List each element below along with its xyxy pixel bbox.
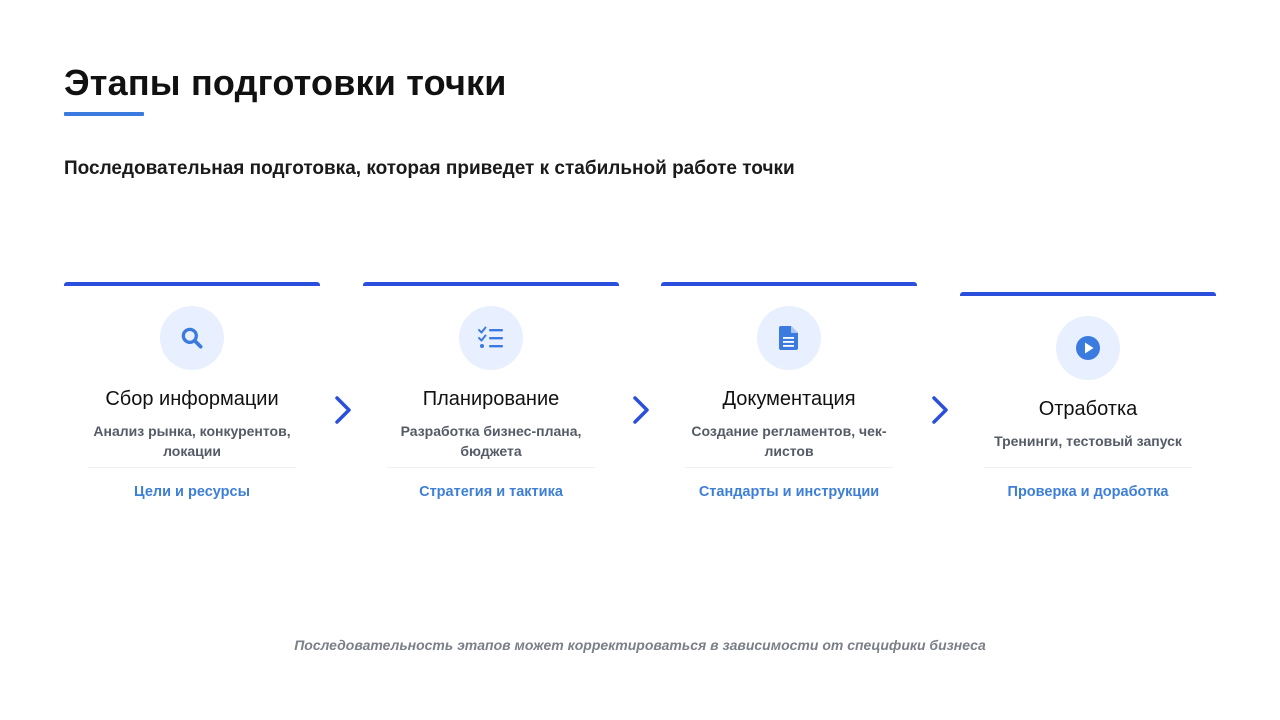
checklist-icon <box>477 325 505 351</box>
stage-tag: Цели и ресурсы <box>134 484 250 500</box>
icon-circle <box>459 306 523 370</box>
chevron-right-icon <box>929 394 951 426</box>
footnote: Последовательность этапов может корректироваться в зависимости от специфики бизнеса <box>294 637 986 653</box>
stage-title: Сбор информации <box>105 388 279 410</box>
icon-circle <box>1056 316 1120 380</box>
card-top-bar <box>960 292 1216 296</box>
stage-tag: Проверка и доработка <box>1007 484 1169 500</box>
card-divider <box>984 467 1192 468</box>
card-top-bar <box>661 282 917 286</box>
stage-card-1 <box>64 282 320 500</box>
stage-tag: Стандарты и инструкции <box>698 484 880 500</box>
card-divider <box>387 467 595 468</box>
icon-circle <box>757 306 821 370</box>
stage-description: Тренинги, тестовый запуск <box>994 433 1182 449</box>
stage-tag: Стратегия и тактика <box>419 484 563 500</box>
stage-card-4 <box>960 292 1216 500</box>
play-icon <box>1075 335 1101 361</box>
document-icon <box>778 325 800 351</box>
stage-title: Отработка <box>1038 398 1138 420</box>
stage-description: Создание регламентов, чек-листов <box>691 423 887 459</box>
card-divider <box>88 467 296 468</box>
chevron-right-icon <box>630 394 652 426</box>
card-divider <box>685 467 893 468</box>
title-underline <box>64 112 144 116</box>
chevron-right-icon <box>332 394 354 426</box>
stage-description: Разработка бизнес-плана, бюджета <box>400 423 582 459</box>
stage-title: Планирование <box>422 388 560 410</box>
stage-card-3 <box>661 282 917 500</box>
page-title: Этапы подготовки точки <box>64 62 507 103</box>
icon-circle <box>160 306 224 370</box>
stage-title: Документация <box>722 388 856 410</box>
search-icon <box>179 325 205 351</box>
page-subtitle: Последовательная подготовка, которая приведет к стабильной работе точки <box>64 158 795 179</box>
card-top-bar <box>363 282 619 286</box>
card-top-bar <box>64 282 320 286</box>
stage-card-2 <box>363 282 619 500</box>
stage-description: Анализ рынка, конкурентов, локации <box>93 423 291 459</box>
